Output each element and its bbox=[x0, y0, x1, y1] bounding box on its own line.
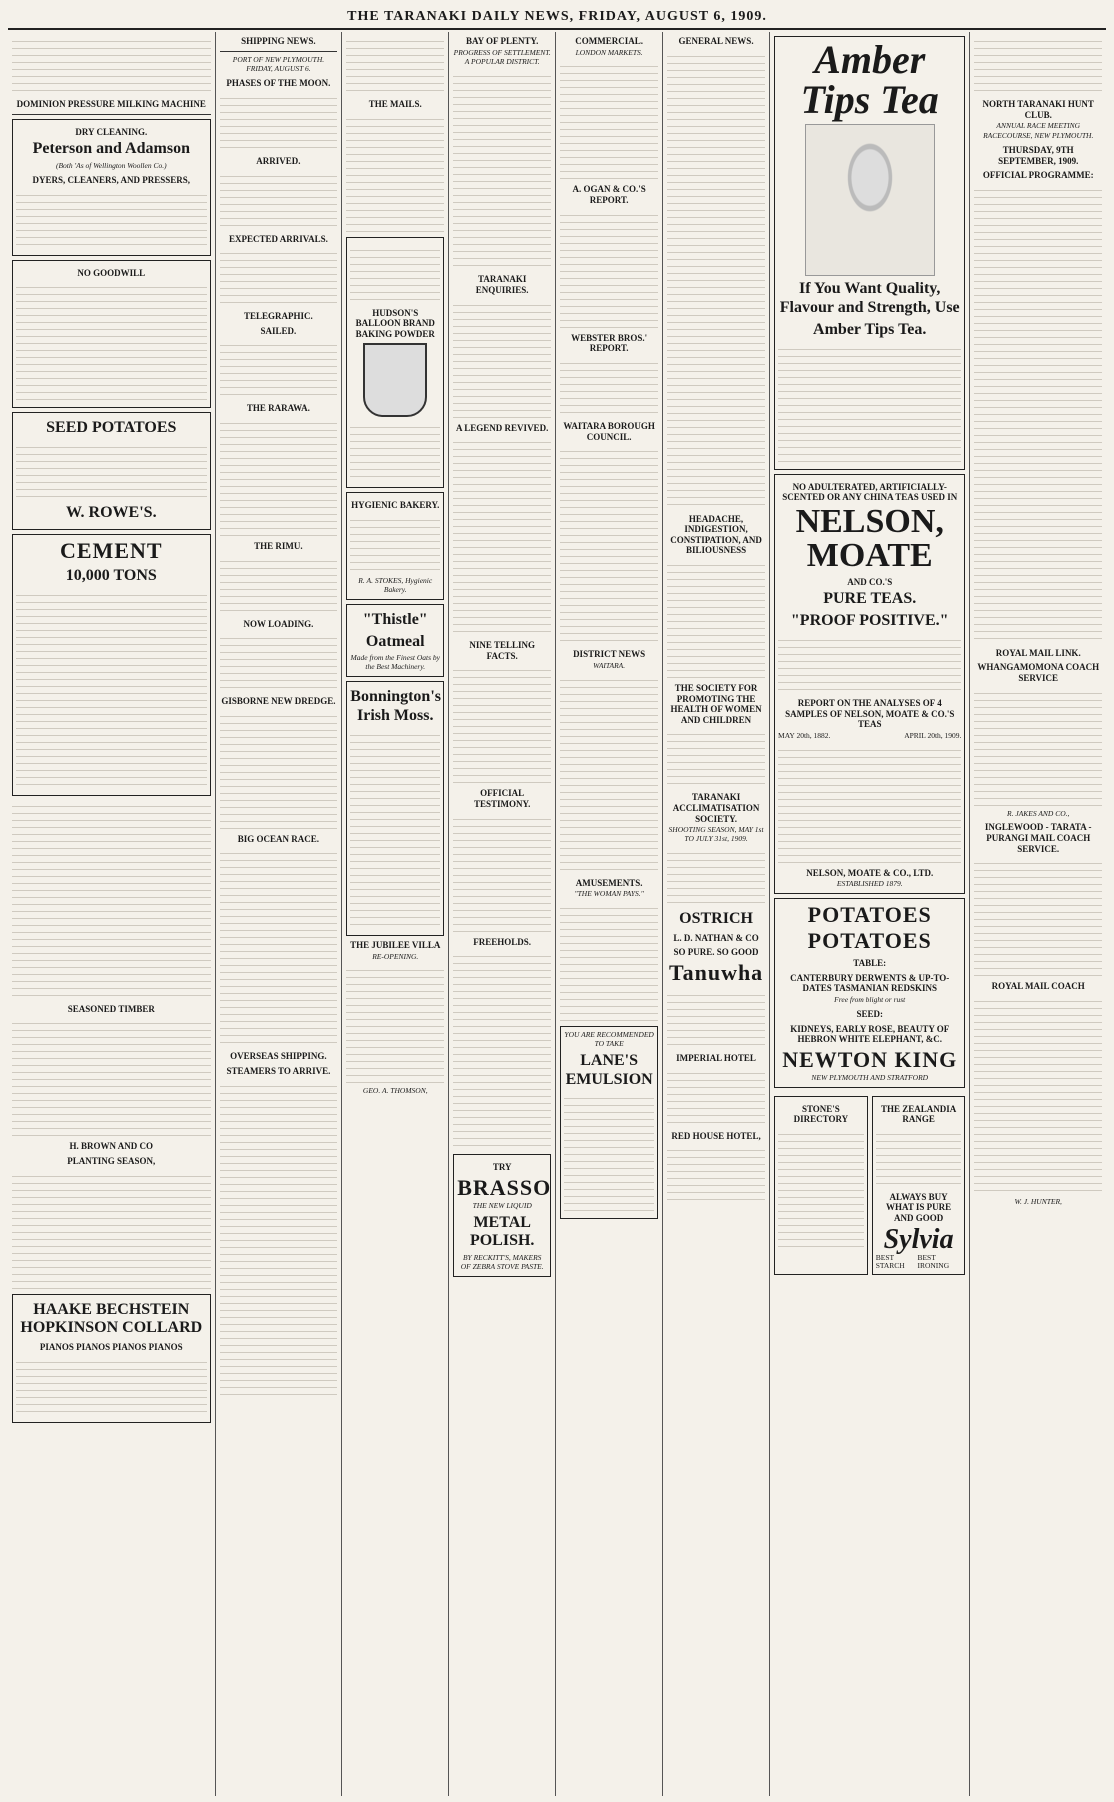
text-block bbox=[778, 343, 961, 463]
text-block bbox=[453, 950, 551, 1150]
maker: BY RECKITT'S, MAKERS OF ZEBRA STOVE PASTE. bbox=[460, 1253, 544, 1272]
sub-heading: DYERS, CLEANERS, AND PRESSERS, bbox=[32, 174, 191, 185]
text-block bbox=[350, 244, 440, 304]
text-block bbox=[346, 113, 444, 233]
sub-heading: TELEGRAPHIC. bbox=[244, 311, 313, 322]
advertiser-name: H. BROWN AND CO bbox=[69, 1141, 154, 1152]
date-line: THURSDAY, 9TH SEPTEMBER, 1909. bbox=[998, 144, 1079, 166]
ad-potatoes bbox=[774, 898, 965, 1087]
ad-pianos bbox=[12, 1294, 211, 1423]
tagline: Made from the Finest Oats by the Best Machinery. bbox=[350, 653, 440, 672]
sub-heading: SEED: bbox=[856, 1008, 883, 1019]
sub-heading: TARANAKI ACCLIMATISATION SOCIETY. bbox=[672, 792, 760, 824]
text-block bbox=[667, 847, 765, 907]
text-block bbox=[667, 1144, 765, 1204]
advertiser-name: NEWTON KING bbox=[782, 1046, 958, 1072]
headline-villa: THE JUBILEE VILLA bbox=[350, 939, 441, 950]
headline-hunt-club: NORTH TARANAKI HUNT CLUB. bbox=[982, 99, 1094, 120]
headline-royal-mail: ROYAL MAIL LINK. bbox=[995, 647, 1081, 658]
headline-bay-of-plenty: BAY OF PLENTY. bbox=[465, 36, 539, 46]
date-left: MAY 20th, 1882. bbox=[778, 731, 831, 741]
ad-goodwill bbox=[12, 260, 211, 409]
sub-heading: PROGRESS OF SETTLEMENT. bbox=[453, 47, 551, 57]
text-block bbox=[220, 247, 338, 307]
starch-label: BEST STARCH bbox=[875, 1252, 905, 1271]
ad-hygienic-bakery bbox=[346, 492, 444, 599]
text-block bbox=[220, 417, 338, 537]
text-block bbox=[560, 357, 658, 417]
text-block bbox=[12, 800, 211, 1000]
sub-heading: ARRIVED. bbox=[256, 155, 301, 166]
headline-pressure: DOMINION PRESSURE MILKING MACHINE bbox=[16, 99, 206, 109]
advertiser-name: W. ROWE'S. bbox=[66, 504, 157, 522]
date-right: APRIL 20th, 1909. bbox=[904, 731, 962, 741]
text-block bbox=[778, 634, 961, 694]
sub-heading: WEBSTER BROS.' REPORT. bbox=[571, 332, 648, 354]
starch-labels bbox=[876, 1254, 962, 1272]
text-block bbox=[346, 35, 444, 95]
headline-shipping: SHIPPING NEWS. bbox=[241, 36, 316, 46]
sub-heading: ANNUAL RACE MEETING bbox=[996, 121, 1081, 131]
text-block bbox=[350, 421, 440, 481]
ad-zealandia bbox=[872, 1096, 966, 1276]
text-block bbox=[974, 35, 1102, 95]
advertiser-name: W. J. HUNTER, bbox=[1014, 1196, 1062, 1206]
ad-cement bbox=[12, 534, 211, 796]
text-block bbox=[12, 35, 211, 95]
varieties: KIDNEYS, EARLY ROSE, BEAUTY OF HEBRON WHITE ELEPHANT, &C. bbox=[790, 1023, 950, 1045]
text-block bbox=[220, 170, 338, 230]
sub-heading: NOW LOADING. bbox=[243, 618, 314, 629]
text-block bbox=[220, 632, 338, 692]
text-block bbox=[220, 710, 338, 830]
note: Free from blight or rust bbox=[834, 995, 906, 1005]
ad-thistle bbox=[346, 604, 444, 677]
text-block bbox=[876, 1128, 962, 1188]
timetable bbox=[974, 995, 1102, 1195]
sub-heading: TARANAKI ENQUIRIES. bbox=[475, 274, 529, 295]
product-name: HUDSON'S BALLOON BRAND BAKING POWDER bbox=[355, 307, 435, 339]
headline-general-news: GENERAL NEWS. bbox=[678, 36, 754, 46]
product-type: METAL POLISH. bbox=[469, 1213, 535, 1250]
headline: STONE'S DIRECTORY bbox=[793, 1103, 849, 1125]
headline: DRY CLEANING. bbox=[75, 126, 148, 137]
column-1 bbox=[8, 32, 216, 1796]
text-block bbox=[16, 441, 207, 501]
headline-timber: SEASONED TIMBER bbox=[67, 1003, 155, 1014]
advertiser-name: Peterson and Adamson bbox=[32, 140, 190, 158]
headline: TRY bbox=[492, 1162, 512, 1173]
ad-amber-tips bbox=[774, 36, 965, 470]
sub-heading: A. OGAN & CO.'S REPORT. bbox=[572, 184, 646, 206]
headline-planting: PLANTING SEASON, bbox=[67, 1155, 156, 1166]
text-block bbox=[220, 1080, 338, 1400]
column-2 bbox=[216, 32, 343, 1796]
report-dates bbox=[778, 732, 961, 741]
text-block bbox=[560, 209, 658, 329]
ad-dry-cleaning bbox=[12, 119, 211, 256]
sub-line: THE NEW LIQUID bbox=[472, 1200, 532, 1210]
sub-heading: A POPULAR DISTRICT. bbox=[464, 57, 540, 67]
sub-heading: "THE WOMAN PAYS." bbox=[574, 889, 644, 899]
sub-heading: OVERSEAS SHIPPING. bbox=[230, 1051, 327, 1062]
headline: NO GOODWILL bbox=[77, 267, 146, 278]
text-block bbox=[220, 847, 338, 1047]
headline: CEMENT bbox=[60, 537, 163, 563]
product-name: Bonnington's Irish Moss. bbox=[350, 688, 441, 725]
masthead: THE TARANAKI DAILY NEWS, FRIDAY, AUGUST 6, 1909. bbox=[8, 6, 1106, 30]
text-block bbox=[667, 50, 765, 510]
sub-heading: OFFICIAL PROGRAMME: bbox=[982, 170, 1094, 181]
sub-heading: PURE TEAS. bbox=[823, 590, 917, 608]
sub-heading: TABLE: bbox=[853, 958, 887, 969]
advertiser-name: GEO. A. THOMSON, bbox=[362, 1086, 428, 1096]
text-block bbox=[564, 1092, 654, 1212]
advertiser-name: R. JAKES AND CO., bbox=[1007, 808, 1070, 818]
sub-heading: AMUSEMENTS. bbox=[575, 877, 643, 888]
date-line: FRIDAY, AUGUST 6. bbox=[246, 64, 311, 74]
headline-commercial: COMMERCIAL. bbox=[575, 36, 643, 46]
piano-makers: HAAKE BECHSTEIN HOPKINSON COLLARD bbox=[20, 1300, 203, 1337]
text-block bbox=[560, 674, 658, 874]
column-5 bbox=[556, 32, 663, 1796]
sub-heading: FREEHOLDS. bbox=[473, 936, 532, 947]
piano-labels: PIANOS PIANOS PIANOS PIANOS bbox=[39, 1342, 183, 1353]
text-block bbox=[453, 436, 551, 636]
brand: OSTRICH bbox=[679, 910, 753, 927]
text-block bbox=[667, 989, 765, 1049]
brand-repeat: Amber Tips Tea. bbox=[813, 320, 927, 338]
sub-heading: ALWAYS BUY WHAT IS PURE AND GOOD bbox=[885, 1191, 952, 1223]
text-block bbox=[16, 189, 207, 249]
text-block bbox=[667, 559, 765, 679]
ad-lanes-emulsion bbox=[560, 1026, 658, 1219]
sub-heading: SAILED. bbox=[260, 325, 297, 336]
ad-stones bbox=[774, 1096, 868, 1276]
text-block bbox=[778, 1128, 864, 1248]
product-name: BRASSO bbox=[457, 1174, 552, 1200]
sub-heading: RE-OPENING. bbox=[372, 951, 419, 961]
text-block bbox=[453, 299, 551, 419]
sub-heading: WHANGAMOMONA COACH SERVICE bbox=[977, 662, 1100, 683]
sub-heading: THE SOCIETY FOR PROMOTING THE HEALTH OF WOMEN AND CHILDREN bbox=[670, 683, 762, 725]
sub-line: SHOOTING SEASON, MAY 1st TO JULY 31st, 1909. bbox=[668, 825, 764, 844]
text-block bbox=[560, 445, 658, 645]
headline: SEED POTATOES bbox=[46, 419, 177, 437]
text-block bbox=[16, 281, 207, 401]
brand: Sylvia bbox=[883, 1223, 954, 1255]
sub-line: AND CO.'S bbox=[847, 576, 893, 587]
ad-nelson-moate bbox=[774, 474, 965, 895]
sub-heading: GISBORNE NEW DREDGE. bbox=[221, 696, 336, 707]
sub-heading: 10,000 TONS bbox=[65, 566, 157, 584]
established: ESTABLISHED 1879. bbox=[836, 879, 903, 889]
sub-heading: PORT OF NEW PLYMOUTH. bbox=[232, 54, 325, 64]
varieties: CANTERBURY DERWENTS & UP-TO-DATES TASMANIAN REDSKINS bbox=[790, 972, 950, 994]
text-block bbox=[667, 1067, 765, 1127]
text-block bbox=[350, 729, 440, 929]
sub-line: YOU ARE RECOMMENDED TO TAKE bbox=[564, 1030, 654, 1048]
text-block bbox=[453, 813, 551, 933]
sub-line: (Both 'As of Wellington Woollen Co.) bbox=[55, 161, 167, 171]
analysis-table bbox=[778, 744, 961, 864]
brand: Amber Tips Tea bbox=[800, 37, 939, 122]
text-block bbox=[12, 1170, 211, 1290]
company-name: NELSON, MOATE & CO., LTD. bbox=[806, 867, 934, 878]
headline-royal-mail-coach: ROYAL MAIL COACH bbox=[991, 981, 1085, 992]
headline-coach-service: INGLEWOOD - TARATA - PURANGI MAIL COACH SERVICE. bbox=[984, 822, 1092, 854]
text-block bbox=[560, 60, 658, 180]
text-block bbox=[974, 687, 1102, 807]
columns bbox=[8, 32, 1106, 1796]
headline-red-house-hotel: RED HOUSE HOTEL, bbox=[671, 1130, 761, 1141]
sub-heading: HEADACHE, INDIGESTION, CONSTIPATION, AND BILIOUSNESS bbox=[670, 513, 762, 556]
woman-portrait-icon bbox=[805, 124, 935, 276]
column-8 bbox=[970, 32, 1106, 1796]
sub-heading: RACECOURSE, NEW PLYMOUTH. bbox=[983, 131, 1094, 141]
headline-mails: THE MAILS. bbox=[368, 99, 422, 109]
text-block bbox=[350, 514, 440, 574]
column-6 bbox=[663, 32, 770, 1796]
sub-heading: EXPECTED ARRIVALS. bbox=[229, 233, 328, 244]
brand: "Thistle" bbox=[362, 610, 428, 628]
slogan: If You Want Quality, Flavour and Strength, Use bbox=[779, 280, 960, 316]
text-block bbox=[346, 964, 444, 1084]
advertiser-name: R. A. STOKES, Hygienic Bakery. bbox=[358, 576, 433, 594]
programme-text bbox=[974, 184, 1102, 644]
headline: THE ZEALANDIA RANGE bbox=[880, 1103, 957, 1125]
ad-irish-moss bbox=[346, 681, 444, 936]
text-block bbox=[974, 857, 1102, 977]
text-block bbox=[560, 902, 658, 1022]
column-7 bbox=[770, 32, 970, 1796]
text-block bbox=[16, 1356, 207, 1416]
sub-heading: NINE TELLING FACTS. bbox=[469, 640, 535, 661]
sub-heading: BIG OCEAN RACE. bbox=[237, 833, 320, 844]
sub-heading: DISTRICT NEWS bbox=[573, 649, 646, 660]
sub-heading: THE RIMU. bbox=[254, 540, 303, 551]
tide-table bbox=[220, 92, 338, 152]
text-block bbox=[453, 664, 551, 784]
sub-heading: LONDON MARKETS. bbox=[575, 47, 643, 57]
sub-heading: STEAMERS TO ARRIVE. bbox=[226, 1066, 331, 1076]
ad-seed-potatoes bbox=[12, 412, 211, 530]
ad-hudson bbox=[346, 237, 444, 489]
text-block bbox=[453, 70, 551, 270]
sub-heading: THE RARAWA. bbox=[246, 403, 310, 414]
locations: NEW PLYMOUTH AND STRATFORD bbox=[811, 1072, 929, 1082]
sub-line: NO ADULTERATED, ARTIFICIALLY-SCENTED OR ANY CHINA TEAS USED IN bbox=[782, 481, 958, 503]
text-block bbox=[16, 589, 207, 789]
headline: POTATOES POTATOES bbox=[807, 902, 932, 954]
headline-imperial-hotel: IMPERIAL HOTEL bbox=[676, 1053, 756, 1064]
advertiser-name: L. D. NATHAN & CO bbox=[673, 932, 759, 943]
text-block bbox=[667, 728, 765, 788]
column-3 bbox=[342, 32, 449, 1796]
sub-heading: PHASES OF THE MOON. bbox=[226, 78, 331, 89]
sub-heading: WAITARA BOROUGH COUNCIL. bbox=[563, 420, 655, 442]
tagline: SO PURE. SO GOOD bbox=[673, 947, 759, 958]
headline: HYGIENIC BAKERY. bbox=[351, 500, 440, 511]
sub-heading: WAITARA. bbox=[593, 660, 626, 670]
ad-brasso bbox=[453, 1154, 551, 1277]
product: Oatmeal bbox=[365, 632, 425, 650]
brand: NELSON, MOATE bbox=[795, 502, 944, 574]
bottom-ads bbox=[774, 1092, 965, 1280]
ironing-label: BEST IRONING bbox=[917, 1252, 950, 1271]
baking-powder-tin-icon bbox=[363, 343, 427, 417]
slogan: "PROOF POSITIVE." bbox=[790, 612, 949, 630]
sub-heading: OFFICIAL TESTIMONY. bbox=[473, 788, 531, 809]
brand: Tanuwha bbox=[668, 960, 764, 986]
report-heading: REPORT ON THE ANALYSES OF 4 SAMPLES OF NELSON, MOATE & CO.'S TEAS bbox=[785, 698, 955, 730]
column-4 bbox=[449, 32, 556, 1796]
text-block bbox=[12, 1017, 211, 1137]
sub-heading: A LEGEND REVIVED. bbox=[456, 422, 549, 433]
text-block bbox=[220, 339, 338, 399]
product-name: LANE'S EMULSION bbox=[565, 1051, 653, 1088]
text-block bbox=[220, 555, 338, 615]
